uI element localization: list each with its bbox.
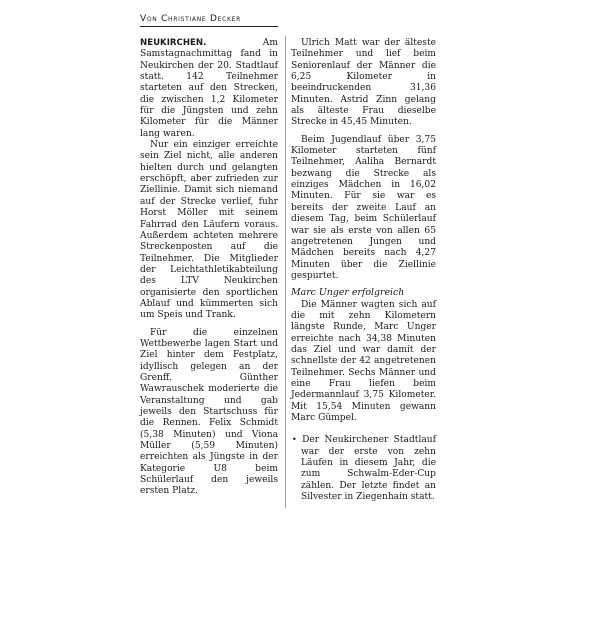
paragraph: Die Männer wagten sich auf die mit zehn Kilometern längste Runde, Marc Unger erreichte nach 34,38 Minuten das Ziel und war damit der schnellste der 42 angetretenen Teilnehmer. Sechs Männer und eine Frau liefen beim Jedermannlauf 3,75 Kilometer. Mit 15,54 Minuten gewann Marc Gümpel. (291, 299, 436, 423)
article-column-left (140, 38, 278, 498)
column-divider (285, 36, 286, 508)
paragraph: Beim Jugendlauf über 3,75 Kilometer starteten fünf Teilnehmer, Aaliha Bernardt bezwang die Strecke als einziges Mädchen in 16,02 Minuten. Für sie war es bereits der zweite Lauf an diesem Tag, beim Schülerlauf war sie als erste von allen 65 angetretenen Jungen und Mädchen bereits nach 4,27 Minuten über die Ziellinie gespurtet. (291, 134, 436, 281)
note-text: Der Neukirchener Stadtlauf war der erste von zehn Läufen in diesem Jahr, die zum Schwalm-Eder-Cup zählen. Der letzte findet an Silvester in Ziegenhain statt. (301, 435, 436, 503)
byline: Von Christiane Decker (140, 14, 278, 27)
info-note (291, 434, 436, 503)
paragraph (140, 38, 278, 140)
paragraph: Nur ein einziger erreichte sein Ziel nicht, alle anderen hielten durch und gelangten erschöpft, aber zufrieden zur Ziellinie. Damit sich niemand auf der Strecke verlief, fuhr Horst Möller mit seinem Fahrrad den Läufern voraus. Außerdem achteten mehrere Streckenposten auf die Teilnehmer. Die Mitglieder der Leichtathletikabteilung des LTV Neukirchen organisierte den sportlichen Ablauf und kümmerten sich um Speis und Trank. (140, 140, 278, 321)
bullet-icon: • (292, 435, 297, 445)
paragraph: Ulrich Matt war der älteste Teilnehmer und lief beim Seniorenlauf der Männer die 6,25 Kilometer in beeindruckenden 31,36 Minuten. Astrid Zinn gelang als älteste Frau dieselbe Strecke in 45,45 Minuten. (291, 38, 436, 128)
article-column-right (291, 38, 436, 503)
paragraph-text: Am Samstagnachmittag fand in Neukirchen der 20. Stadtlauf statt. 142 Teilnehmer starteten auf den Strecken, die zwischen 1,2 Kilometer für die Jüngsten und zehn Kilometer für die Männer lang waren. (140, 38, 278, 139)
dateline: NEUKIRCHEN. (140, 38, 207, 48)
paragraph: Für die einzelnen Wettbewerbe lagen Start und Ziel hinter dem Festplatz, idyllisch gelegen an der Grenff. Günther Wawrauschek moderierte die Veranstaltung und gab jeweils den Startschuss für die Rennen. Felix Schmidt (5,38 Minuten) und Viona Müller (5,59 Minuten) erreichten als Jüngste in der Kategorie U8 beim Schülerlauf den jeweils ersten Platz. (140, 327, 278, 497)
newspaper-clipping (140, 12, 436, 512)
subheading: Marc Unger erfolgreich (291, 287, 405, 299)
